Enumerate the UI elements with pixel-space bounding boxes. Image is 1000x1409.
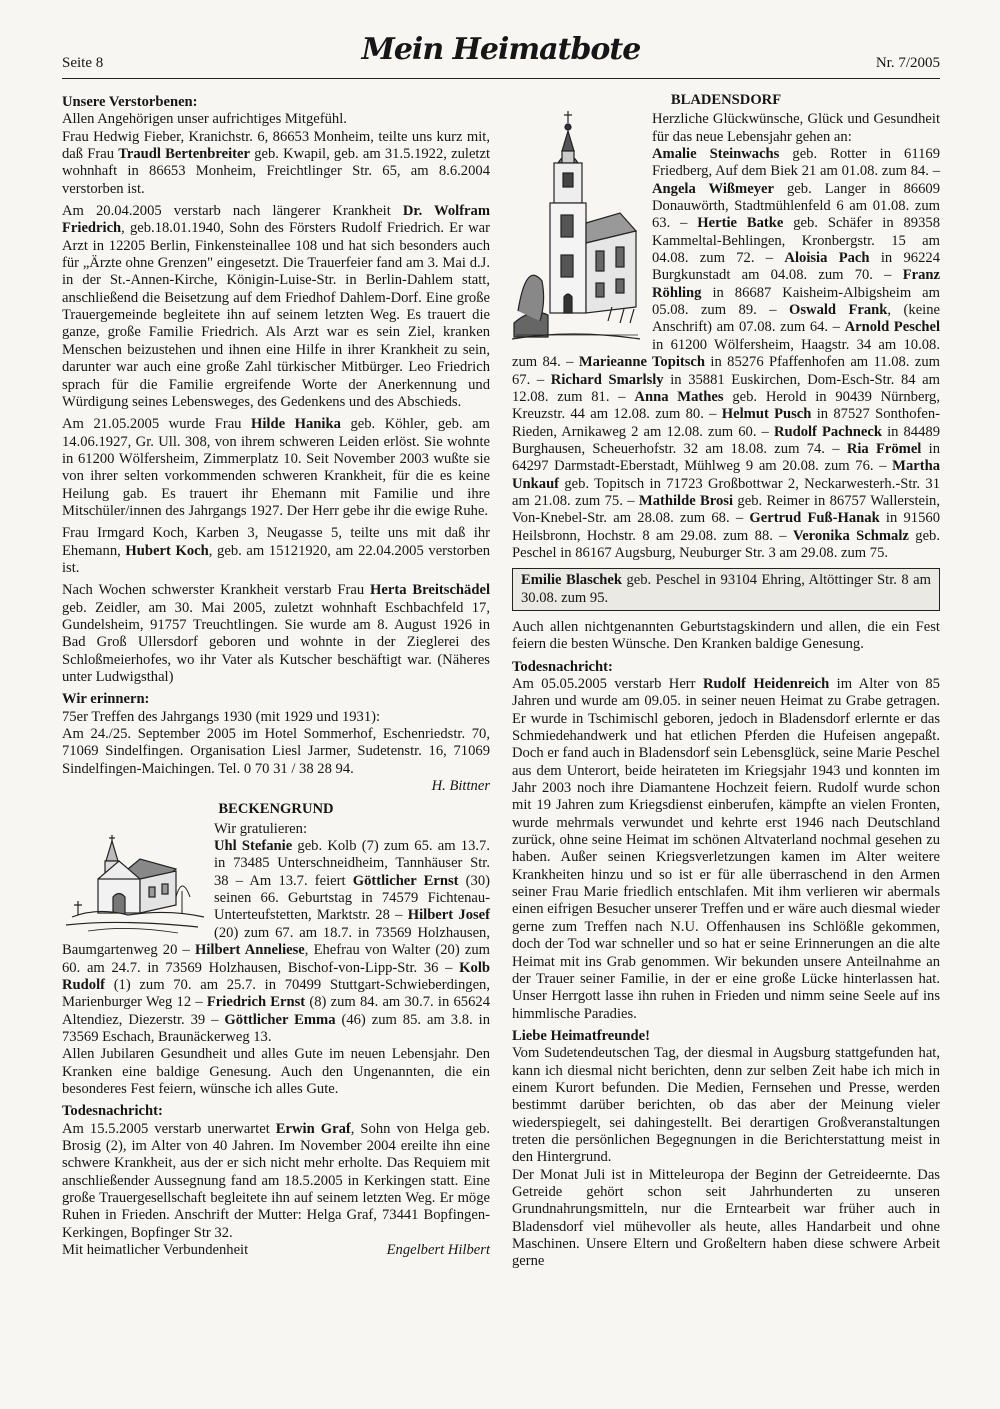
verstorbene-heading: Unsere Verstorbenen: <box>62 94 198 110</box>
deceased-name: Herta Breitschädel <box>370 582 490 599</box>
jubilar-name: Angela Wißmeyer <box>652 180 774 197</box>
highlight-box: Emilie Blaschek geb. Peschel in 93104 Ehring, Altöttinger Str. 8 am 30.08. zum 95. <box>512 568 940 611</box>
erinnern-signature: H. Bittner <box>431 778 490 795</box>
bladensdorf-wishes: Auch allen nichtgenannten Geburtstagskindern und allen, die ein Fest feiern die besten Wünsche. Den Kranken baldige Genesung. <box>512 618 940 653</box>
jubilar-name: Mathilde Brosi <box>638 492 734 509</box>
jubilar-name: Anna Mathes <box>634 388 724 405</box>
obituary-heidenreich: Am 05.05.2005 verstarb Herr Rudolf Heidenreich im Alter von 85 Jahren und wurde am 09.05. in seiner neuen Heimat zu Grabe getragen. Er wurde in Tschimischl geboren, jedoch in Bladensdorf erlernte er das Schmiedehandwerk und hat etlichen Pferden die Hufeisen angepaßt. Doch er fand auch in Bladensdorf sein Lebensglück, seine Marie Peschel aus dem Unterort, beide heirateten im Kriegsjahr 1943 und konnten im Jahr 2003 noch ihre Diamantene Hochzeit feiern. Rudolf wurde schon mit 19 Jahren zum Kriegsdienst einberufen, kämpfte an vielen Fronten, wurde mehrmals verwundet und kehrte erst 1946 nach Deutschland zurück, ohne seine Heimat im schönen Altvaterland nochmal gesehen zu haben. Außer seinen Kriegsverletzungen kamen im Alter weitere Krankheiten hinzu und so ist er für alle überraschend in den Armen seiner Frau Marie friedlich entschlafen. Mit ihm verlieren wir abermals einen eifrigen Besucher unserer Treffen und er wäre auch diesmal wieder gerne zum Treffen nach N.U. Offenhausen ins Schlößle gekommen, doch der Tod war schneller und so hat er seine Erinnerungen an die alte Heimat mit ins Grab genommen. Wir bekunden unsere Anteilnahme an der Trauer seiner Familie, in der er eine große Lücke hinterlassen hat. Unser Herrgott lasse ihn ruhen in Frieden und nimm seine Seele auf ins himmlische Paradies. <box>512 676 940 1022</box>
right-column <box>512 92 940 1276</box>
erinnern-heading: Wir erinnern: <box>62 691 150 708</box>
friends-heading: Liebe Heimatfreunde! <box>512 1027 650 1044</box>
masthead-logo: Mein Heimatbote <box>361 32 641 67</box>
obituary-breitschaedel: Nach Wochen schwerster Krankheit verstarb Frau Herta Breitschädel geb. Zeidler, am 30. Mai 2005, zuletzt wohnhaft Eschbachfeld 17, Gundelsheim, 91757 Treuchtlingen. Sie wurde am 8. August 1926 in Bad Groß Ullersdorf geboren und wohnte in der Zieglerei des Schloßmeierhofes, wo ihr Vater als Kutscher beschäftigt war. (Näheres unter Ludwigsthal) <box>62 582 490 685</box>
beckengrund-wishes: Allen Jubilaren Gesundheit und alles Gute im neuen Lebensjahr. Den Kranken eine baldige Genesung. Auch den Ungenannten, die ein besonderes Fest feiern, wünsche ich alles Gute. <box>62 1046 490 1097</box>
jubilar-name: Franz Röhling <box>652 267 940 301</box>
page-number: Seite 8 <box>62 55 104 71</box>
closing-phrase: Mit heimatlicher Verbundenheit <box>62 1242 249 1258</box>
bladensdorf-greeting: Herzliche Glückwünsche, Glück und Gesundheit für das neue Lebensjahr gehen an: <box>652 111 940 145</box>
bladensdorf-heading: BLADENSDORF <box>670 92 782 108</box>
jubilar-name: Richard Smarlsly <box>550 371 664 388</box>
jubilar-name: Hertie Batke <box>697 215 784 232</box>
bladensdorf-death-heading: Todesnachricht: <box>512 658 613 675</box>
jubilar-name: Kolb Rudolf <box>62 959 490 993</box>
beckengrund-death-heading: Todesnachricht: <box>62 1103 163 1120</box>
church-illustration <box>512 111 642 343</box>
jubilar-name: Marieanne Topitsch <box>578 354 706 371</box>
jubilar-name: Ria Frömel <box>846 440 922 457</box>
jubilar-name: Martha Unkauf <box>512 458 940 492</box>
jubilar-name: Rudolf Pachneck <box>773 423 882 440</box>
jubilar-name: Amalie Steinwachs <box>652 146 780 163</box>
obituary-hanika: Am 21.05.2005 wurde Frau Hilde Hanika geb. Köhler, geb. am 14.06.1927, Gr. Ull. 308, von ihrem schweren Leiden erlöst. Sie wohnte in 61200 Wölfersheim, Zimmerplatz 10. Seit November 2003 wußte sie von ihrer selten vorkommenden schweren Krankheit, für die es keine Heilung gab. Es trauert ihr Ehemann mit Familie und ihre Mitschüler/innen des Jahrgangs 1927. Der Herr gebe ihr die ewige Ruhe. <box>62 416 490 519</box>
deceased-name: Hilde Hanika <box>251 416 341 433</box>
left-column <box>62 92 490 1259</box>
page-header <box>62 30 940 79</box>
jubilar-name: Veronika Schmalz <box>793 527 909 544</box>
jubilar-name: Göttlicher Ernst <box>352 872 459 889</box>
beckengrund-greeting: Wir gratulieren: <box>214 820 308 837</box>
obituary-koch: Frau Irmgard Koch, Karben 3, Neugasse 5, teilte uns mit daß ihr Ehemann, Hubert Koch, geb. am 15121920, am 22.04.2005 verstorben ist. <box>62 525 490 576</box>
jubilar-name: Helmut Pusch <box>721 406 812 423</box>
jubilar-name: Aloisia Pach <box>784 250 870 267</box>
deceased-name: Hubert Koch <box>125 542 209 559</box>
friends-paragraph-2: Der Monat Juli ist in Mitteleuropa der Beginn der Getreideernte. Das Getreide gehört schon seit Jahrhunderten zu unseren Grundnahrungsmitteln, nur die Erntearbeit war früher auch in Bladensdorf viel mühevoller als heute, alles Handarbeit und ohne Maschinen. Unsere Eltern und Großeltern haben diese schwere Arbeit gerne <box>512 1166 940 1270</box>
beckengrund-birthdays: Uhl Stefanie geb. Kolb (7) zum 65. am 13.7. in 73485 Unterschneidheim, Tannhäuser Str. 38 – Am 13.7. feiert Göttlicher Ernst (30) seinen 66. Geburtstag in 74579 Fichtenau-Unterteufstetten, Marktstr. 28 – Hilbert Josef (20) zum 67. am 18.7. in 73569 Holzhausen, Baumgartenweg 20 – Hilbert Anneliese, Ehefrau von Walter (20) zum 60. am 24.7. in 73569 Holzhausen, Bischof-von-Lipp-Str. 36 – Kolb Rudolf (1) zum 70. am 25.7. in 70499 Stuttgart-Schwieberdingen, Marienburger Weg 12 – Friedrich Ernst (8) zum 84. am 30.7. in 65624 Altendiez, Diezerstr. 39 – Göttlicher Emma (46) zum 85. am 3.8. in 73569 Eschach, Braunäckerweg 13. <box>62 838 491 1045</box>
jubilar-name: Oswald Frank <box>789 302 888 319</box>
jubilar-name: Arnold Peschel <box>844 319 940 336</box>
jubilar-name: Uhl Stefanie <box>214 838 293 855</box>
jubilar-name: Friedrich Ernst <box>206 994 306 1011</box>
beckengrund-heading: BECKENGRUND <box>218 801 334 818</box>
jubilar-name: Hilbert Josef <box>407 907 491 924</box>
friends-paragraph-1: Vom Sudetendeutschen Tag, der diesmal in Augsburg stattgefunden hat, kann ich diesmal nicht berichten, denn zur selben Zeit habe ich mich in einem Kurort befunden. Die Medien, Fernsehen und Presse, werden bestimmt darüber berichten, ob das aber der Meinung vieler wiederspiegelt, sei dahingestellt. Bei derartigen Großveranstaltungen treten die persönlichen Begegnungen in die Berichterstattung meist in den Hintergrund. <box>512 1045 940 1166</box>
deceased-name: Traudl Bertenbreiter <box>118 146 250 163</box>
verstorbene-intro: Allen Angehörigen unser aufrichtiges Mitgefühl. Frau Hedwig Fieber, Kranichstr. 6, 86653 Monheim, teilte uns kurz mit, daß Frau Traudl Bertenbreiter geb. Kwapil, geb. am 31.5.1922, zuletzt wohnhaft in 86653 Monheim, Freichtlinger Str. 65, am 8.6.2004 verstorben ist. <box>62 111 491 197</box>
deceased-name: Erwin Graf <box>275 1120 351 1137</box>
issue-number: Nr. 7/2005 <box>875 55 940 71</box>
jubilar-name: Gertrud Fuß-Hanak <box>749 510 880 527</box>
jubilar-name: Göttlicher Emma <box>224 1011 336 1028</box>
jubilar-name: Emilie Blaschek <box>521 572 622 589</box>
bladensdorf-birthdays: Amalie Steinwachs geb. Rotter in 61169 Friedberg, Auf dem Biek 21 am 01.08. zum 84. – Angela Wißmeyer geb. Langer in 86609 Donauwörth, Stadtmühlenfeld 6 am 01.08. zum 63. – Hertie Batke geb. Schäfer in 89358 Kammeltal-Behlingen, Kronbergstr. 15 am 04.08. zum 72. – Aloisia Pach in 96224 Burgkunstadt am 04.08. zum 70. – Franz Röhling in 86687 Kaisheim-Albigsheim am 05.08. zum 89. – Oswald Frank, (keine Anschrift) am 07.08. zum 64. – Arnold Peschel in 61200 Wölfersheim, Haagstr. 34 am 10.08. zum 84. – Marieanne Topitsch in 85276 Pfaffenhofen am 11.08. zum 67. – Richard Smarlsly in 35881 Euskirchen, Dom-Esch-Str. 84 am 12.08. zum 81. – Anna Mathes geb. Herold in 90439 Nürnberg, Kreuzstr. 44 am 12.08. zum 80. – Helmut Pusch in 87527 Sonthofen-Rieden, Arnikaweg 2 am 12.08. zum 60. – Rudolf Pachneck in 84489 Burghausen, Scheuerhofstr. 32 am 18.08. zum 74. – Ria Frömel in 64297 Darmstadt-Eberstadt, Mühlweg 9 am 20.08. zum 76. – Martha Unkauf geb. Topitsch in 71723 Großbottwar 2, Neckarwesterh.-Str. 31 am 21.08. zum 75. – Mathilde Brosi geb. Reimer in 86757 Wallerstein, Von-Knebel-Str. am 28.08. zum 68. – Gertrud Fuß-Hanak in 91560 Heilsbronn, Hochstr. 8 am 29.08. zum 88. – Veronika Schmalz geb. Peschel in 86167 Augsburg, Neuburger Str. 3 am 29.08. zum 75. <box>512 146 941 561</box>
jubilar-name: Hilbert Anneliese <box>195 942 305 959</box>
obituary-graf: Am 15.5.2005 verstarb unerwartet Erwin Graf, Sohn von Helga geb. Brosig (2), im Alter von 40 Jahren. Im November 2004 ereilte ihn eine schwere Krankheit, aus der er sich nicht mehr erholte. Das Requiem mit anschließender Aussegnung fand am 18.5.2005 in Kerkingen statt. Eine große Trauergesellschaft begleitete ihn auf seinem letzten Weg. Er möge Ruhen in Frieden. Anschrift der Mutter: Helga Graf, 73441 Bopfingen-Kerkingen, Bopfinger Str 32. <box>62 1120 490 1241</box>
deceased-name: Rudolf Heidenreich <box>702 676 830 692</box>
obituary-friedrich: Am 20.04.2005 verstarb nach längerer Krankheit Dr. Wolfram Friedrich, geb.18.01.1940, Sohn des Försters Rudolf Friedrich. Er war Arzt in 12205 Berlin, Finkensteinallee 108 und hat sich besonders auch für „Ärzte ohne Grenzen" eingesetzt. Die Trauerfeier fand am 3. Mai d.J. in der St.-Annen-Kirche, Königin-Luise-Str. in Berlin-Dahlem statt, anschließend die Beisetzung auf dem Friedhof Dahlem-Dorf. Eine große Trauergemeinde begleitete ihn auf seinem letzten Weg. Es trauert die ganze, große Familie Friedrich. Als Arzt war es sein Ziel, kranken Menschen beizustehen und ihnen eine Hilfe in ihrer Krankheit zu sein, darunter war auch eine große Zahl türkischer Mitbürger. Leo Friedrich sprach für die Familie ergreifende Worte der Anerkennung und Würdigung seines Lebensweges, des Gedenkens und des Abschieds. <box>62 203 490 410</box>
erinnern-text: 75er Treffen des Jahrgangs 1930 (mit 1929 und 1931): Am 24./25. September 2005 im Hotel Sommerhof, Eschenriedstr. 70, 71069 Sindelfingen. Organisation Liesl Jarmer, Sudetenstr. 16, 71069 Sindelfingen-Maichingen. Tel. 0 70 31 / 38 28 94. <box>62 708 490 777</box>
deceased-name: Dr. Wolfram Friedrich <box>62 203 490 237</box>
beckengrund-closing <box>62 1242 490 1259</box>
chapel-illustration <box>58 835 208 935</box>
author-signature: Engelbert Hilbert <box>386 1242 490 1258</box>
